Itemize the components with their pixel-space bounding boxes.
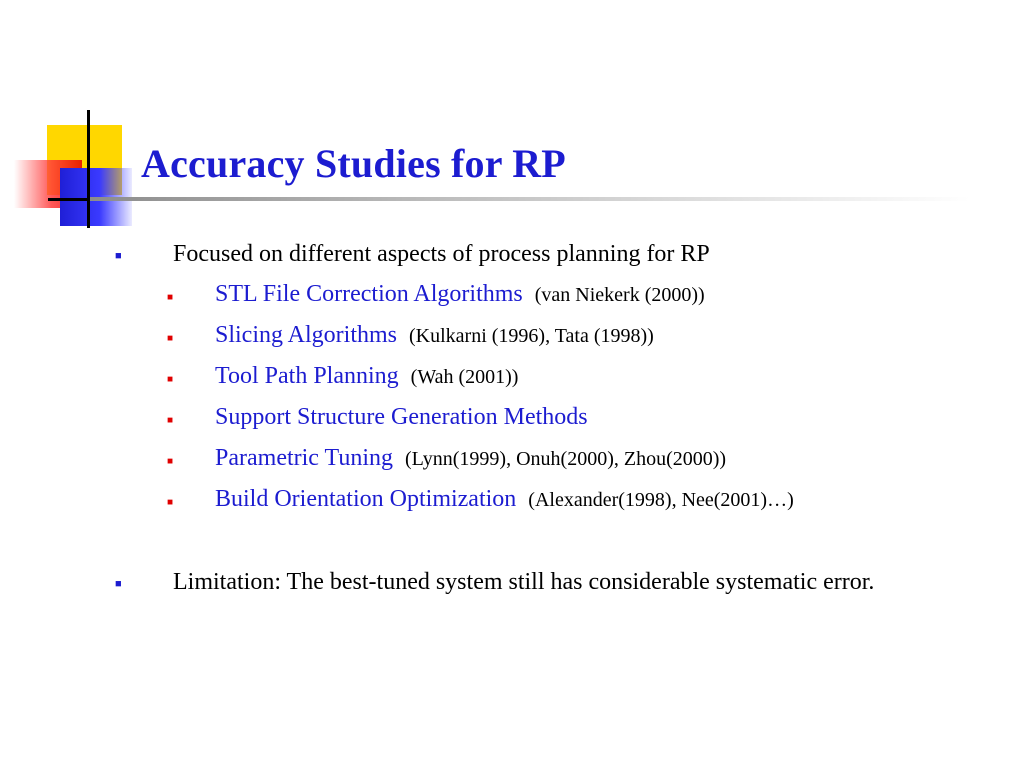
sub-item-label: STL File Correction Algorithms bbox=[215, 281, 523, 307]
sub-item-citation: (Lynn(1999), Onuh(2000), Zhou(2000)) bbox=[405, 448, 727, 470]
sub-item bbox=[215, 322, 654, 349]
sub-item bbox=[215, 404, 588, 431]
sub-bullet-icon: ■ bbox=[167, 456, 174, 467]
sub-item-label: Parametric Tuning bbox=[215, 445, 393, 471]
sub-item-citation: (Wah (2001)) bbox=[410, 366, 519, 388]
bullet-text: Focused on different aspects of process planning for RP bbox=[173, 241, 710, 267]
sub-item bbox=[215, 281, 705, 308]
title-underline bbox=[90, 197, 970, 201]
sub-item-label: Tool Path Planning bbox=[215, 363, 399, 389]
sub-item-label: Build Orientation Optimization bbox=[215, 486, 517, 512]
slide-decoration-logo bbox=[0, 0, 140, 230]
bullet-icon: ■ bbox=[115, 578, 122, 590]
sub-item-label: Support Structure Generation Methods bbox=[215, 404, 588, 430]
sub-item bbox=[215, 445, 726, 472]
sub-item bbox=[215, 486, 794, 513]
sub-item bbox=[215, 363, 518, 390]
sub-item-citation: (Alexander(1998), Nee(2001)…) bbox=[528, 489, 794, 511]
bullet-icon: ■ bbox=[115, 250, 122, 262]
slide-title: Accuracy Studies for RP bbox=[141, 141, 566, 186]
vertical-line-decoration bbox=[87, 110, 90, 228]
sub-item-citation: (Kulkarni (1996), Tata (1998)) bbox=[409, 325, 654, 347]
sub-item-citation: (van Niekerk (2000)) bbox=[534, 284, 705, 306]
sub-bullet-icon: ■ bbox=[167, 374, 174, 385]
sub-bullet-icon: ■ bbox=[167, 497, 174, 508]
sub-item-label: Slicing Algorithms bbox=[215, 322, 398, 348]
bullet-text: Limitation: The best-tuned system still has considerable systematic error. bbox=[173, 569, 875, 595]
sub-bullet-icon: ■ bbox=[167, 292, 174, 303]
sub-bullet-icon: ■ bbox=[167, 415, 174, 426]
sub-bullet-icon: ■ bbox=[167, 333, 174, 344]
